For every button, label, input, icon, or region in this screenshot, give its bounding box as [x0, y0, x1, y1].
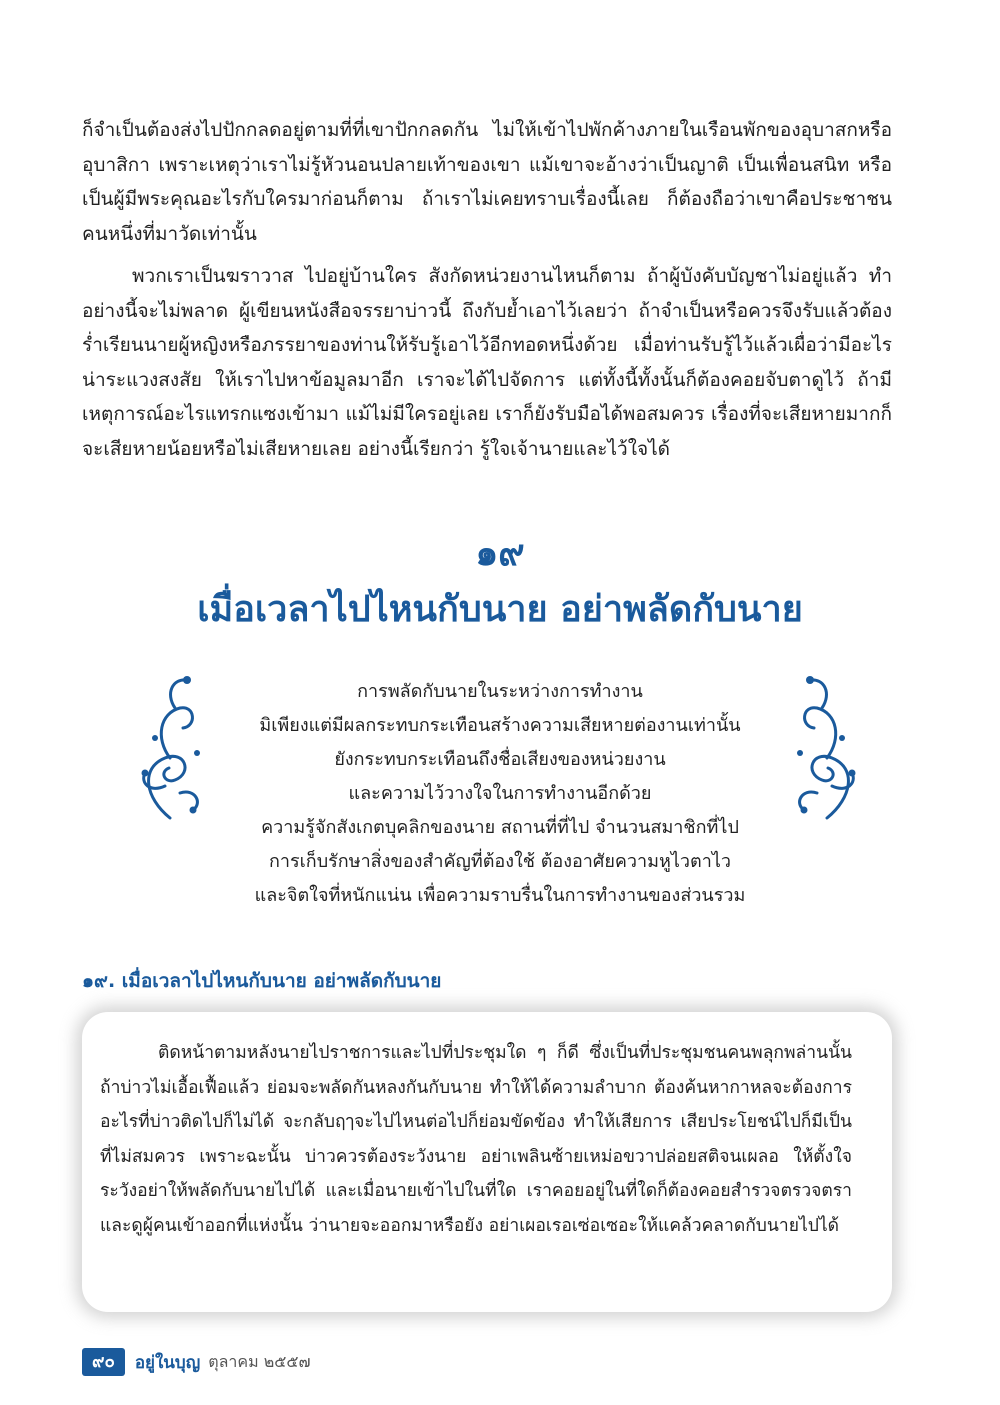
chapter-summary — [200, 675, 800, 913]
summary-line: การเก็บรักษาสิ่งของสำคัญที่ต้องใช้ ต้องอาศัยความหูไวตาไว — [268, 851, 731, 872]
issue-date: ตุลาคม ๒๕๕๗ — [208, 1351, 311, 1371]
chapter-number: ๑๙ — [475, 533, 525, 574]
summary-line: การพลัดกับนายในระหว่างการทำงาน — [357, 681, 643, 702]
summary-line: ความรู้จักสังเกตบุคลิกของนาย สถานที่ที่ไป จำนวนสมาชิกที่ไป — [261, 817, 739, 838]
body-paragraph-2: พวกเราเป็นฆราวาส ไปอยู่บ้านใคร สังกัดหน่วยงานไหนก็ตาม ถ้าผู้บังคับบัญชาไม่อยู่แล้ว ทำอย่างนี้จะไม่พลาด ผู้เขียนหนังสือจรรยาบ่าวนี้ ถึงกับย้ำเอาไว้เลยว่า ถ้าจำเป็นหรือควรจึงรับแล้วต้องร่ำเรียนนายผู้หญิงหรือภรรยาของท่านให้รับรู้เอาไว้อีกทอดหนึ่งด้วย เมื่อท่านรับรู้ไว้แล้วเผื่อว่ามีอะไรน่าระแวงสงสัย ให้เราไปหาข้อมูลมาอีก เราจะได้ไปจัดการ แต่ทั้งนี้ทั้งนั้นก็ต้องคอยจับตาดูไว้ ถ้ามีเหตุการณ์อะไรแทรกแซงเข้ามา แม้ไม่มีใครอยู่เลย เราก็ยังรับมือได้พอสมควร เรื่องที่จะเสียหายมากก็จะเสียหายน้อยหรือไม่เสียหายเลย อย่างนี้เรียกว่า รู้ใจเจ้านายและไว้ใจได้ — [82, 265, 892, 460]
page-number: ๙๐ — [82, 1348, 125, 1376]
magazine-name: อยู่ในบุญ — [134, 1352, 201, 1373]
summary-line: ยังกระทบกระเทือนถึงชื่อเสียงของหน่วยงาน — [334, 749, 666, 770]
summary-line: และความไว้วางใจในการทำงานอีกด้วย — [348, 783, 652, 804]
quote-text: ติดหน้าตามหลังนายไปราชการและไปที่ประชุมใด ๆ ก็ดี ซึ่งเป็นที่ประชุมชนคนพลุกพล่านนั้น ถ้าบ่าวไม่เอื้อเฟื้อแล้ว ย่อมจะพลัดกันหลงกันกับนาย ทำให้ได้ความลำบาก ต้องค้นหากาหลจะต้องการอะไรที่บ่าวติดไปก็ไม่ได้ จะกลับฤๅจะไปไหนต่อไปก็ย่อมขัดข้อง ทำให้เสียการ เสียประโยชน์ไปก็มีเป็นที่ไม่สมควร เพราะฉะนั้น บ่าวควรต้องระวังนาย อย่าเพลินซ้ายเหม่อขวาปล่อยสติจนเผลอ ให้ตั้งใจระวังอย่าให้พลัดกับนายไปได้ และเมื่อนายเข้าไปในที่ใด เราคอยอยู่ในที่ใดก็ต้องคอยสำรวจตรวจตราและดูผู้คนเข้าออกที่แห่งนั้น ว่านายจะออกมาหรือยัง อย่าเผอเรอเซ่อเซอะให้แคล้วคลาดกับนายไปได้ — [100, 1043, 852, 1236]
body-paragraph-1: ก็จำเป็นต้องส่งไปปักกลดอยู่ตามที่ที่เขาปักกลดกัน ไม่ให้เข้าไปพักค้างภายในเรือนพักของอุบาสกหรืออุบาสิกา เพราะเหตุว่าเราไม่รู้หัวนอนปลายเท้าของเขา แม้เขาจะอ้างว่าเป็นญาติ เป็นเพื่อนสนิท หรือเป็นผู้มีพระคุณอะไรกับใครมาก่อนก็ตาม ถ้าเราไม่เคยทราบเรื่องนี้เลย ก็ต้องถือว่าเขาคือประชาชนคนหนึ่งที่มาวัดเท่านั้น — [82, 119, 892, 245]
section-heading: ๑๙. เมื่อเวลาไปไหนกับนาย อย่าพลัดกับนาย — [82, 970, 442, 992]
summary-line: และจิตใจที่หนักแน่น เพื่อความราบรื่นในการทำงานของส่วนรวม — [254, 885, 746, 906]
page-footer — [82, 1347, 311, 1377]
summary-line: มิเพียงแต่มีผลกระทบกระเทือนสร้างความเสียหายต่องานเท่านั้น — [259, 715, 741, 736]
chapter-title: เมื่อเวลาไปไหนกับนาย อย่าพลัดกับนาย — [197, 589, 803, 630]
